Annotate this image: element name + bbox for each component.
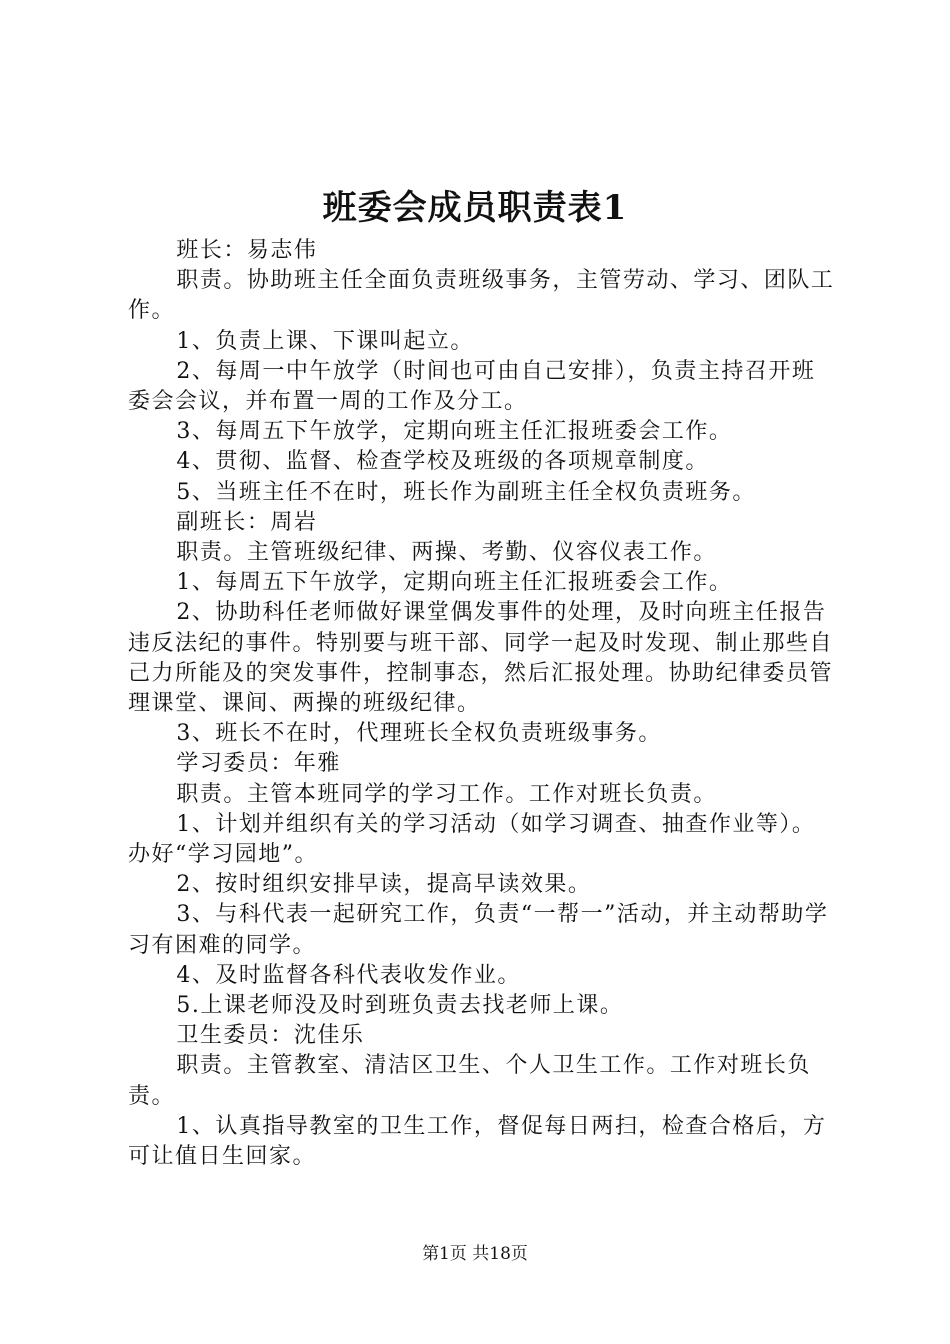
paragraph: 3、班长不在时，代理班长全权负责班级事务。 — [176, 721, 662, 747]
paragraph: 1、计划并组织有关的学习活动（如学习调查、抽查作业等）。办好“学习园地”。 — [128, 811, 816, 868]
paragraph: 2、协助科任老师做好课堂偶发事件的处理，及时向班主任报告违反法纪的事件。特别要与班干部、同学一起及时发现、制止那些自己力所能及的突发事件，控制事态，然后汇报处理。协助纪律委员管理课堂、课间、两操的班级纪律。 — [128, 600, 834, 717]
paragraph: 班长：易志伟 — [176, 238, 318, 263]
paragraph: 4、贯彻、监督、检查学校及班级的各项规章制度。 — [176, 449, 709, 475]
paragraph: 3、每周五下午放学，定期向班主任汇报班委会工作。 — [176, 419, 733, 445]
paragraph: 5、当班主任不在时，班长作为副班主任全权负责班务。 — [176, 479, 756, 505]
paragraph: 2、按时组织安排早读，提高早读效果。 — [176, 872, 592, 898]
page-number: 第1页 共18页 — [422, 1244, 528, 1264]
paragraph: 副班长：周岩 — [176, 509, 318, 535]
document-body — [128, 236, 838, 1172]
paragraph: 卫生委员：沈佳乐 — [176, 1023, 365, 1049]
document-title: 班委会成员职责表1 — [322, 188, 628, 228]
paragraph: 学习委员：年雅 — [176, 751, 341, 777]
paragraph: 1、认真指导教室的卫生工作，督促每日两扫，检查合格后，方可让值日生回家。 — [128, 1113, 827, 1170]
paragraph: 职责。主管教室、清洁区卫生、个人卫生工作。工作对班长负责。 — [128, 1053, 811, 1109]
paragraph: 职责。主管班级纪律、两操、考勤、仪容仪表工作。 — [176, 540, 717, 566]
paragraph: 2、每周一中午放学（时间也可由自己安排），负责主持召开班委会会议，并布置一周的工作及分工。 — [128, 358, 816, 415]
paragraph: 职责。主管本班同学的学习工作。工作对班长负责。 — [176, 781, 717, 807]
paragraph: 1、负责上课、下课叫起立。 — [176, 328, 474, 354]
paragraph: 职责。协助班主任全面负责班级事务，主管劳动、学习、团队工作。 — [128, 268, 835, 324]
paragraph: 1、每周五下午放学，定期向班主任汇报班委会工作。 — [176, 570, 733, 596]
paragraph: 4、及时监督各科代表收发作业。 — [176, 962, 521, 988]
paragraph: 5.上课老师没及时到班负责去找老师上课。 — [176, 993, 624, 1019]
paragraph: 3、与科代表一起研究工作，负责“一帮一”活动，并主动帮助学习有困难的同学。 — [128, 902, 829, 958]
